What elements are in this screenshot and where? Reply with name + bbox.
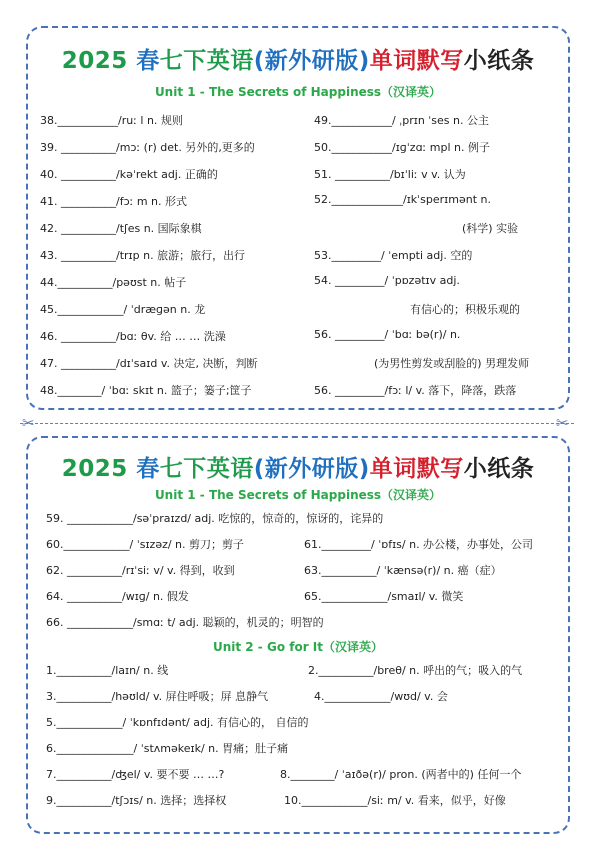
word-line: 56. _________/ ˈbɑː bə(r)/ n.	[314, 328, 461, 341]
word-line: 10.____________/siː m/ v. 看来，似乎，好像	[284, 794, 506, 807]
word-line: 62. __________/rɪˈsiː v/ v. 得到，收到	[46, 564, 235, 577]
word-line: 49.___________/ ˌprɪn ˈses n. 公主	[314, 114, 489, 127]
unit-subtitle: Unit 1 - The Secrets of Happiness（汉译英）	[154, 488, 442, 502]
word-line: 41. __________/fɔː m n. 形式	[40, 195, 187, 208]
word-line: 54. _________/ ˈpɒzətɪv adj.	[314, 274, 460, 287]
word-line: 48.________/ ˈbɑː skɪt n. 篮子；篓子;筐子	[40, 384, 252, 397]
word-line: 3.__________/həʊld/ v. 屏住呼吸；屏 息静气	[46, 690, 269, 703]
word-line: 52._____________/ɪkˈsperɪmənt n.	[314, 193, 492, 206]
word-line: 63.__________/ ˈkænsə(r)/ n. 癌（症）	[304, 564, 502, 577]
word-line-continued: (科学) 实验	[462, 222, 519, 235]
word-line: 56. _________/fɔː l/ v. 落下，降落，跌落	[314, 384, 517, 397]
word-line-continued: (为男性剪发或刮脸的) 男理发师	[374, 357, 530, 370]
word-line: 64. __________/wɪɡ/ n. 假发	[46, 590, 189, 603]
word-line: 42. __________/tʃes n. 国际象棋	[40, 222, 202, 235]
worksheet-card-bottom	[26, 436, 570, 834]
word-line: 9.__________/tʃɔɪs/ n. 选择；选择权	[46, 794, 227, 807]
word-line-continued: 有信心的；积极乐观的	[410, 303, 520, 316]
word-line: 66. ____________/smɑː t/ adj. 聪颖的，机灵的；明智的	[46, 616, 324, 629]
worksheet-card-top	[26, 26, 570, 410]
unit-subtitle: Unit 2 - Go for It（汉译英）	[212, 640, 384, 654]
word-line: 6.______________/ ˈstʌməkeɪk/ n. 胃痛；肚子痛	[46, 742, 289, 755]
word-line: 51. __________/bɪˈliː v v. 认为	[314, 168, 466, 181]
card-title: 2025 春七下英语(新外研版)单词默写小纸条	[61, 48, 535, 74]
word-line: 59. ____________/səˈpraɪzd/ adj. 吃惊的，惊奇的，惊讶的，诧异的	[46, 512, 384, 525]
word-line: 50.___________/ɪɡˈzɑː mpl n. 例子	[314, 141, 490, 154]
word-line: 65.____________/smaɪl/ v. 微笑	[304, 590, 464, 603]
word-line: 8.________/ ˈaɪðə(r)/ pron. (两者中的) 任何一个	[280, 768, 522, 781]
word-line: 4.____________/wʊd/ v. 会	[314, 690, 448, 703]
word-line: 61._________/ ˈɒfɪs/ n. 办公楼，办事处，公司	[304, 538, 534, 551]
word-line: 47. __________/dɪˈsaɪd v. 决定, 决断，判断	[40, 357, 258, 370]
word-line: 5.____________/ ˈkɒnfɪdənt/ adj. 有信心的， 自信的	[46, 716, 309, 729]
scissors-icon: ✂	[22, 414, 35, 432]
word-line: 45.____________/ ˈdræɡən n. 龙	[40, 303, 206, 316]
word-line: 43. __________/trɪp n. 旅游；旅行，出行	[40, 249, 246, 262]
word-line: 44.__________/pəʊst n. 帖子	[40, 276, 187, 289]
word-line: 7.__________/ʤel/ v. 要不要 … …?	[46, 768, 225, 781]
word-line: 39. __________/mɔː (r) det. 另外的,更多的	[40, 141, 255, 154]
word-line: 38.___________/ruː l n. 规则	[40, 114, 183, 127]
scissors-icon: ✂	[556, 414, 569, 432]
word-line: 46. __________/bɑː θv. 给 … … 洗澡	[40, 330, 226, 343]
word-line: 60.____________/ ˈsɪzəz/ n. 剪刀；剪子	[46, 538, 245, 551]
cut-line	[20, 423, 574, 424]
word-line: 2.__________/breθ/ n. 呼出的气；吸入的气	[308, 664, 523, 677]
unit-subtitle: Unit 1 - The Secrets of Happiness（汉译英）	[154, 85, 442, 99]
word-line: 1.__________/laɪn/ n. 线	[46, 664, 169, 677]
card-title: 2025 春七下英语(新外研版)单词默写小纸条	[61, 456, 535, 482]
word-line: 40. __________/kəˈrekt adj. 正确的	[40, 168, 218, 181]
word-line: 53._________/ ˈempti adj. 空的	[314, 249, 473, 262]
